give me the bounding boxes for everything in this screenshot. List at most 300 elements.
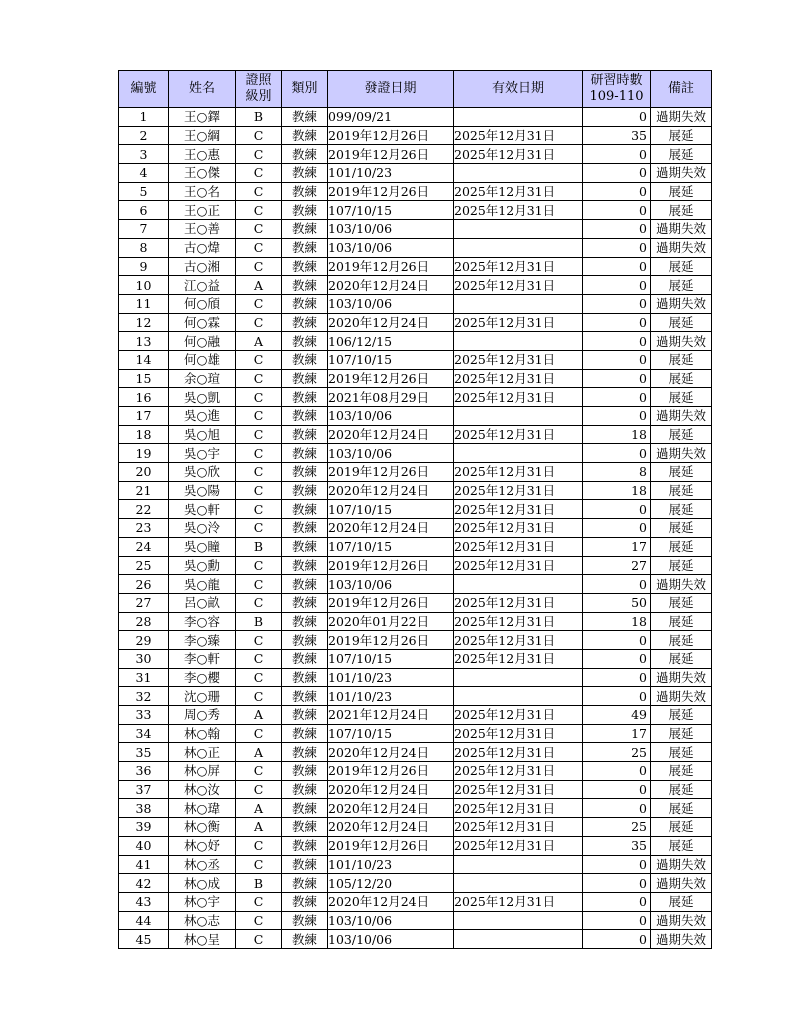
cell-hours: 25: [583, 818, 651, 837]
cell-type: 教練: [282, 575, 328, 594]
cell-hours: 0: [583, 238, 651, 257]
table-row: [119, 481, 712, 500]
cell-remark: 展延: [651, 818, 712, 837]
cell-remark: 展延: [651, 145, 712, 164]
cell-level: C: [236, 182, 282, 201]
cell-no: 26: [119, 575, 169, 594]
cell-no: 10: [119, 276, 169, 295]
cell-valid-date: [454, 668, 583, 687]
cell-no: 25: [119, 556, 169, 575]
cell-valid-date: [454, 164, 583, 183]
cell-type: 教練: [282, 892, 328, 911]
cell-hours: 0: [583, 762, 651, 781]
cell-level: C: [236, 350, 282, 369]
cell-type: 教練: [282, 649, 328, 668]
cell-hours: 18: [583, 425, 651, 444]
cell-level: C: [236, 892, 282, 911]
table-row: [119, 612, 712, 631]
cell-valid-date: 2025年12月31日: [454, 649, 583, 668]
cell-issue-date: 2019年12月26日: [328, 593, 454, 612]
cell-name: 李○軒: [169, 649, 236, 668]
cell-valid-date: [454, 407, 583, 426]
cell-issue-date: 107/10/15: [328, 649, 454, 668]
cell-issue-date: 2020年12月24日: [328, 743, 454, 762]
cell-no: 18: [119, 425, 169, 444]
cell-no: 42: [119, 874, 169, 893]
cell-valid-date: 2025年12月31日: [454, 892, 583, 911]
cell-issue-date: 2019年12月26日: [328, 762, 454, 781]
cell-level: C: [236, 500, 282, 519]
cell-type: 教練: [282, 874, 328, 893]
cell-issue-date: 2019年12月26日: [328, 369, 454, 388]
cell-hours: 0: [583, 575, 651, 594]
cell-type: 教練: [282, 836, 328, 855]
cell-no: 36: [119, 762, 169, 781]
cell-type: 教練: [282, 668, 328, 687]
cell-hours: 0: [583, 108, 651, 127]
header-hours-line1: 研習時數: [590, 73, 643, 88]
cell-remark: 展延: [651, 519, 712, 538]
cell-level: C: [236, 164, 282, 183]
cell-hours: 0: [583, 313, 651, 332]
cell-type: 教練: [282, 201, 328, 220]
cell-no: 9: [119, 257, 169, 276]
cell-no: 3: [119, 145, 169, 164]
cell-remark: 過期失效: [651, 874, 712, 893]
cell-type: 教練: [282, 425, 328, 444]
cell-name: 林○呈: [169, 930, 236, 949]
cell-remark: 展延: [651, 593, 712, 612]
cell-valid-date: 2025年12月31日: [454, 762, 583, 781]
cell-type: 教練: [282, 369, 328, 388]
cell-no: 20: [119, 463, 169, 482]
cell-remark: 展延: [651, 425, 712, 444]
table-header: [119, 71, 712, 108]
cell-level: C: [236, 762, 282, 781]
cell-level: A: [236, 818, 282, 837]
cell-valid-date: 2025年12月31日: [454, 463, 583, 482]
cell-name: 吳○瞳: [169, 537, 236, 556]
cell-remark: 展延: [651, 743, 712, 762]
cell-name: 林○翰: [169, 724, 236, 743]
cell-issue-date: 2019年12月26日: [328, 126, 454, 145]
cell-name: 林○屏: [169, 762, 236, 781]
table-row: [119, 855, 712, 874]
cell-type: 教練: [282, 126, 328, 145]
cell-hours: 0: [583, 164, 651, 183]
cell-valid-date: 2025年12月31日: [454, 556, 583, 575]
cell-no: 6: [119, 201, 169, 220]
cell-remark: 展延: [651, 201, 712, 220]
cell-issue-date: 2021年12月24日: [328, 706, 454, 725]
cell-hours: 0: [583, 855, 651, 874]
cell-hours: 27: [583, 556, 651, 575]
cell-name: 王○善: [169, 220, 236, 239]
cell-remark: 過期失效: [651, 855, 712, 874]
cell-level: B: [236, 537, 282, 556]
cell-remark: 過期失效: [651, 238, 712, 257]
cell-issue-date: 103/10/06: [328, 407, 454, 426]
table-row: [119, 313, 712, 332]
cell-type: 教練: [282, 407, 328, 426]
cell-type: 教練: [282, 481, 328, 500]
header-valid-date: 有效日期: [454, 71, 583, 108]
cell-remark: 展延: [651, 182, 712, 201]
table-row: [119, 350, 712, 369]
cell-issue-date: 101/10/23: [328, 164, 454, 183]
cell-no: 17: [119, 407, 169, 426]
cell-name: 王○正: [169, 201, 236, 220]
table-body: [119, 108, 712, 949]
cell-name: 何○雄: [169, 350, 236, 369]
cell-valid-date: 2025年12月31日: [454, 500, 583, 519]
cell-hours: 35: [583, 126, 651, 145]
cell-no: 14: [119, 350, 169, 369]
cell-no: 38: [119, 799, 169, 818]
cell-name: 吳○宇: [169, 444, 236, 463]
cell-remark: 過期失效: [651, 444, 712, 463]
cell-hours: 0: [583, 668, 651, 687]
cell-issue-date: 2019年12月26日: [328, 257, 454, 276]
cell-name: 林○妤: [169, 836, 236, 855]
cell-remark: 展延: [651, 892, 712, 911]
table-row: [119, 593, 712, 612]
table-row: [119, 220, 712, 239]
cell-level: B: [236, 612, 282, 631]
cell-name: 李○櫻: [169, 668, 236, 687]
cell-issue-date: 107/10/15: [328, 500, 454, 519]
cell-hours: 0: [583, 799, 651, 818]
cell-level: C: [236, 855, 282, 874]
cell-issue-date: 103/10/06: [328, 911, 454, 930]
table-row: [119, 668, 712, 687]
cell-remark: 展延: [651, 706, 712, 725]
cell-level: C: [236, 911, 282, 930]
cell-level: C: [236, 145, 282, 164]
cell-valid-date: [454, 911, 583, 930]
table-row: [119, 425, 712, 444]
cell-valid-date: [454, 238, 583, 257]
cell-valid-date: 2025年12月31日: [454, 369, 583, 388]
cell-name: 何○頎: [169, 294, 236, 313]
table-row: [119, 238, 712, 257]
cell-hours: 0: [583, 182, 651, 201]
table-row: [119, 930, 712, 949]
table-row: [119, 818, 712, 837]
cell-valid-date: [454, 444, 583, 463]
cell-hours: 18: [583, 481, 651, 500]
cell-type: 教練: [282, 687, 328, 706]
cell-remark: 展延: [651, 388, 712, 407]
cell-type: 教練: [282, 818, 328, 837]
table-row: [119, 257, 712, 276]
cell-type: 教練: [282, 537, 328, 556]
cell-no: 27: [119, 593, 169, 612]
cell-valid-date: 2025年12月31日: [454, 706, 583, 725]
cell-name: 林○志: [169, 911, 236, 930]
cell-valid-date: 2025年12月31日: [454, 425, 583, 444]
cell-valid-date: 2025年12月31日: [454, 537, 583, 556]
cell-remark: 展延: [651, 350, 712, 369]
cell-issue-date: 2019年12月26日: [328, 836, 454, 855]
cell-issue-date: 2020年01月22日: [328, 612, 454, 631]
cell-type: 教練: [282, 276, 328, 295]
cell-hours: 0: [583, 780, 651, 799]
cell-name: 林○成: [169, 874, 236, 893]
cell-remark: 展延: [651, 481, 712, 500]
header-remark: 備註: [651, 71, 712, 108]
table-row: [119, 182, 712, 201]
header-level: [236, 71, 282, 108]
cell-no: 15: [119, 369, 169, 388]
cell-issue-date: 2019年12月26日: [328, 182, 454, 201]
cell-valid-date: [454, 294, 583, 313]
cell-level: C: [236, 201, 282, 220]
cell-remark: 過期失效: [651, 407, 712, 426]
cell-hours: 0: [583, 892, 651, 911]
cell-hours: 35: [583, 836, 651, 855]
cell-name: 呂○畝: [169, 593, 236, 612]
cell-valid-date: [454, 687, 583, 706]
cell-name: 周○秀: [169, 706, 236, 725]
cell-type: 教練: [282, 444, 328, 463]
table-row: [119, 631, 712, 650]
cell-no: 40: [119, 836, 169, 855]
cell-issue-date: 2019年12月26日: [328, 556, 454, 575]
cell-level: C: [236, 294, 282, 313]
cell-valid-date: 2025年12月31日: [454, 799, 583, 818]
cell-valid-date: 2025年12月31日: [454, 388, 583, 407]
header-hours: [583, 71, 651, 108]
cell-hours: 0: [583, 649, 651, 668]
cell-name: 吳○泠: [169, 519, 236, 538]
cell-type: 教練: [282, 855, 328, 874]
cell-no: 33: [119, 706, 169, 725]
cell-type: 教練: [282, 724, 328, 743]
table-row: [119, 649, 712, 668]
cell-issue-date: 2020年12月24日: [328, 276, 454, 295]
table-row: [119, 332, 712, 351]
table-row: [119, 444, 712, 463]
cell-name: 林○衡: [169, 818, 236, 837]
cell-issue-date: 106/12/15: [328, 332, 454, 351]
cell-hours: 0: [583, 500, 651, 519]
table-row: [119, 911, 712, 930]
cell-hours: 0: [583, 874, 651, 893]
cell-remark: 過期失效: [651, 575, 712, 594]
cell-valid-date: 2025年12月31日: [454, 126, 583, 145]
cell-issue-date: 105/12/20: [328, 874, 454, 893]
cell-no: 41: [119, 855, 169, 874]
table-row: [119, 388, 712, 407]
cell-no: 35: [119, 743, 169, 762]
cell-no: 11: [119, 294, 169, 313]
cell-valid-date: 2025年12月31日: [454, 276, 583, 295]
cell-no: 2: [119, 126, 169, 145]
cell-name: 古○湘: [169, 257, 236, 276]
header-no: 編號: [119, 71, 169, 108]
cell-type: 教練: [282, 612, 328, 631]
cell-issue-date: 2020年12月24日: [328, 818, 454, 837]
cell-type: 教練: [282, 519, 328, 538]
cell-valid-date: 2025年12月31日: [454, 481, 583, 500]
cell-level: C: [236, 649, 282, 668]
cell-issue-date: 2020年12月24日: [328, 313, 454, 332]
table-row: [119, 164, 712, 183]
cell-no: 13: [119, 332, 169, 351]
cell-name: 余○瑄: [169, 369, 236, 388]
cell-type: 教練: [282, 463, 328, 482]
cell-issue-date: 107/10/15: [328, 537, 454, 556]
cell-valid-date: 2025年12月31日: [454, 836, 583, 855]
cell-valid-date: 2025年12月31日: [454, 631, 583, 650]
header-level-text: 證照級別: [245, 73, 272, 104]
cell-valid-date: 2025年12月31日: [454, 145, 583, 164]
cell-level: C: [236, 481, 282, 500]
cell-no: 29: [119, 631, 169, 650]
cell-type: 教練: [282, 238, 328, 257]
cell-type: 教練: [282, 593, 328, 612]
cell-no: 23: [119, 519, 169, 538]
cell-no: 12: [119, 313, 169, 332]
cell-valid-date: 2025年12月31日: [454, 182, 583, 201]
cell-issue-date: 103/10/06: [328, 238, 454, 257]
cell-level: C: [236, 238, 282, 257]
cell-remark: 展延: [651, 257, 712, 276]
cell-level: C: [236, 836, 282, 855]
cell-no: 44: [119, 911, 169, 930]
cell-type: 教練: [282, 294, 328, 313]
cell-valid-date: 2025年12月31日: [454, 201, 583, 220]
cell-issue-date: 107/10/15: [328, 724, 454, 743]
cell-valid-date: [454, 874, 583, 893]
cell-level: C: [236, 463, 282, 482]
cell-valid-date: 2025年12月31日: [454, 612, 583, 631]
cell-no: 7: [119, 220, 169, 239]
cell-name: 李○容: [169, 612, 236, 631]
table-row: [119, 762, 712, 781]
cell-valid-date: [454, 220, 583, 239]
cell-issue-date: 101/10/23: [328, 668, 454, 687]
cell-name: 古○煒: [169, 238, 236, 257]
cell-hours: 0: [583, 201, 651, 220]
cell-remark: 展延: [651, 537, 712, 556]
table-row: [119, 407, 712, 426]
table-row: [119, 724, 712, 743]
cell-no: 24: [119, 537, 169, 556]
cell-remark: 展延: [651, 500, 712, 519]
cell-level: C: [236, 220, 282, 239]
cell-remark: 展延: [651, 724, 712, 743]
cell-name: 吳○旭: [169, 425, 236, 444]
cell-type: 教練: [282, 145, 328, 164]
cell-hours: 0: [583, 276, 651, 295]
cell-name: 何○霖: [169, 313, 236, 332]
header-row: [119, 71, 712, 108]
cell-type: 教練: [282, 388, 328, 407]
cell-remark: 過期失效: [651, 332, 712, 351]
cell-remark: 展延: [651, 313, 712, 332]
cell-name: 林○汝: [169, 780, 236, 799]
cell-level: C: [236, 407, 282, 426]
cell-issue-date: 107/10/15: [328, 201, 454, 220]
cell-hours: 0: [583, 631, 651, 650]
header-name: 姓名: [169, 71, 236, 108]
table-row: [119, 276, 712, 295]
cell-level: C: [236, 519, 282, 538]
cell-remark: 展延: [651, 612, 712, 631]
cell-remark: 展延: [651, 276, 712, 295]
table-row: [119, 519, 712, 538]
cell-hours: 0: [583, 519, 651, 538]
table-row: [119, 556, 712, 575]
cell-name: 吳○軒: [169, 500, 236, 519]
cell-level: C: [236, 687, 282, 706]
table-row: [119, 687, 712, 706]
cell-valid-date: 2025年12月31日: [454, 743, 583, 762]
cell-remark: 過期失效: [651, 220, 712, 239]
cell-remark: 過期失效: [651, 294, 712, 313]
cell-name: 何○融: [169, 332, 236, 351]
cell-level: C: [236, 668, 282, 687]
cell-issue-date: 103/10/06: [328, 444, 454, 463]
cell-valid-date: [454, 108, 583, 127]
cell-name: 王○惠: [169, 145, 236, 164]
cell-hours: 0: [583, 350, 651, 369]
cell-hours: 0: [583, 145, 651, 164]
cell-hours: 17: [583, 537, 651, 556]
cell-type: 教練: [282, 631, 328, 650]
cell-issue-date: 2020年12月24日: [328, 780, 454, 799]
cell-remark: 過期失效: [651, 164, 712, 183]
table-row: [119, 780, 712, 799]
cell-issue-date: 103/10/06: [328, 575, 454, 594]
cell-type: 教練: [282, 332, 328, 351]
cell-no: 4: [119, 164, 169, 183]
cell-remark: 展延: [651, 762, 712, 781]
cell-level: C: [236, 780, 282, 799]
cell-hours: 0: [583, 257, 651, 276]
cell-level: C: [236, 369, 282, 388]
cell-issue-date: 103/10/06: [328, 930, 454, 949]
cell-level: C: [236, 631, 282, 650]
cell-level: A: [236, 743, 282, 762]
cell-hours: 50: [583, 593, 651, 612]
cell-level: C: [236, 388, 282, 407]
cell-name: 吳○凱: [169, 388, 236, 407]
table-row: [119, 537, 712, 556]
cell-hours: 49: [583, 706, 651, 725]
cell-no: 5: [119, 182, 169, 201]
cell-valid-date: [454, 575, 583, 594]
table-row: [119, 145, 712, 164]
cell-hours: 0: [583, 369, 651, 388]
cell-valid-date: 2025年12月31日: [454, 350, 583, 369]
cell-level: C: [236, 126, 282, 145]
cell-type: 教練: [282, 108, 328, 127]
cell-type: 教練: [282, 706, 328, 725]
cell-name: 林○瑋: [169, 799, 236, 818]
table-row: [119, 126, 712, 145]
cell-hours: 0: [583, 388, 651, 407]
cell-level: A: [236, 706, 282, 725]
cell-name: 吳○欣: [169, 463, 236, 482]
table-row: [119, 706, 712, 725]
cell-type: 教練: [282, 780, 328, 799]
cell-no: 34: [119, 724, 169, 743]
cell-type: 教練: [282, 164, 328, 183]
cell-type: 教練: [282, 762, 328, 781]
